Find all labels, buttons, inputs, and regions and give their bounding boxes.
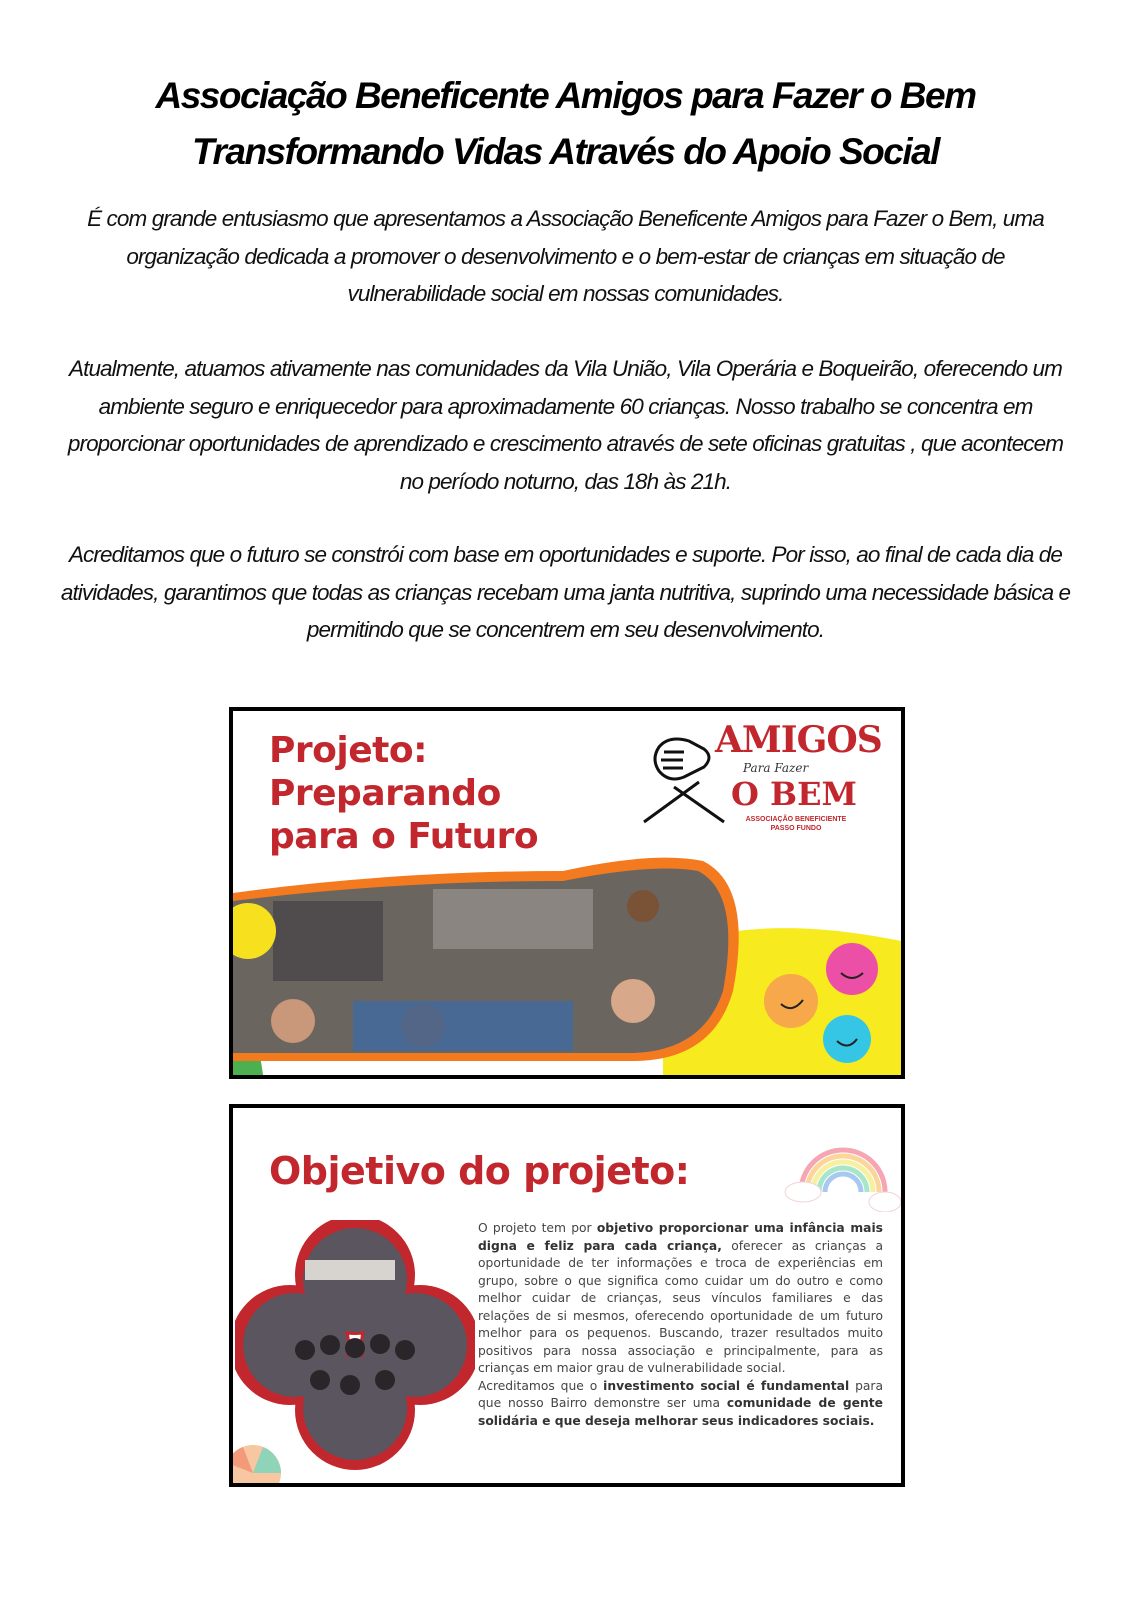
title-line-2: Transformando Vidas Através do Apoio Social: [192, 131, 939, 172]
slide1-title-line3: para o Futuro: [269, 816, 539, 857]
smiley-blue-icon: [823, 1015, 871, 1063]
text-segment: para que nosso Bairro demonstre ser uma: [478, 1378, 884, 1410]
bold-text-segment: investimento social é fundamental: [603, 1378, 850, 1393]
slide1-photo-collage: [233, 711, 901, 1075]
paragraph-intro: É com grande entusiasmo que apresentamos a Associação Beneficente Amigos para Fazer o Bem, uma organização dedicada a promover o desenvolvimento e o bem-estar de crianças em situação de vulnerabilidade social em nossas comunidades.: [87, 206, 1044, 306]
logo-script-text: Para Fazer: [743, 761, 809, 775]
paragraph-activities: Atualmente, atuamos ativamente nas comunidades da Vila União, Vila Operária e Boqueirão, oferecendo um ambiente seguro e enriquecedor para aproximadamente 60 crianças. Nosso trabalho se concentra em proporcionar oportunidades de aprendizado e crescimento através de sete oficinas gratuitas , que acontecem no período noturno, das 18h às 21h.: [67, 356, 1064, 494]
slide2-title: Objetivo do projeto:: [269, 1149, 690, 1193]
slide1-title-line2: Preparando: [269, 773, 501, 814]
slide2-body-text: [478, 1220, 883, 1430]
bold-text-segment: objetivo proporcionar uma infância mais digna e feliz para cada criança,: [478, 1221, 883, 1253]
logo-sub1: ASSOCIAÇÃO BENEFICIENTE: [745, 816, 847, 823]
logo-sub2: PASSO FUNDO: [770, 825, 822, 832]
beach-ball-icon: [233, 1433, 293, 1483]
title-line-1: Associação Beneficente Amigos para Fazer o Bem: [155, 75, 976, 116]
text-segment: Acreditamos que o: [478, 1378, 604, 1393]
slide-preparando-futuro: [229, 707, 905, 1079]
bold-text-segment: comunidade de gente solidária e que deseja melhorar seus indicadores sociais.: [478, 1396, 883, 1428]
rainbow-icon: [781, 1122, 901, 1212]
logo-obem-text: O BEM: [731, 775, 857, 813]
slide-objetivo: [229, 1104, 905, 1487]
text-segment: O projeto tem por: [478, 1221, 597, 1235]
smiley-orange-icon: [764, 974, 818, 1028]
paragraph-nutrition: Acreditamos que o futuro se constrói com base em oportunidades e suporte. Por isso, ao final de cada dia de atividades, garantimos que todas as crianças recebam uma janta nutritiva, suprindo uma necessidade básica e permitindo que se concentrem em seu desenvolvimento.: [60, 542, 1071, 642]
text-segment: oferecer as crianças a oportunidade de ter informações e troca de experiências em grupo, sobre o que significa como cuidar um do outro e como melhor cuidar de crianças, seus vínculos familiares e das relações de si mesmos, oferecendo oportunidade de um futuro melhor para os pequenos. Buscando, trazer resultados muito positivos para nossa associação e principalmente, para as crianças em maior grau de vulnerabilidade social.: [478, 1238, 883, 1375]
smiley-pink-icon: [826, 943, 878, 995]
slide1-title-line1: Projeto:: [269, 730, 427, 771]
logo-amigos-text: AMIGOS: [715, 719, 882, 761]
